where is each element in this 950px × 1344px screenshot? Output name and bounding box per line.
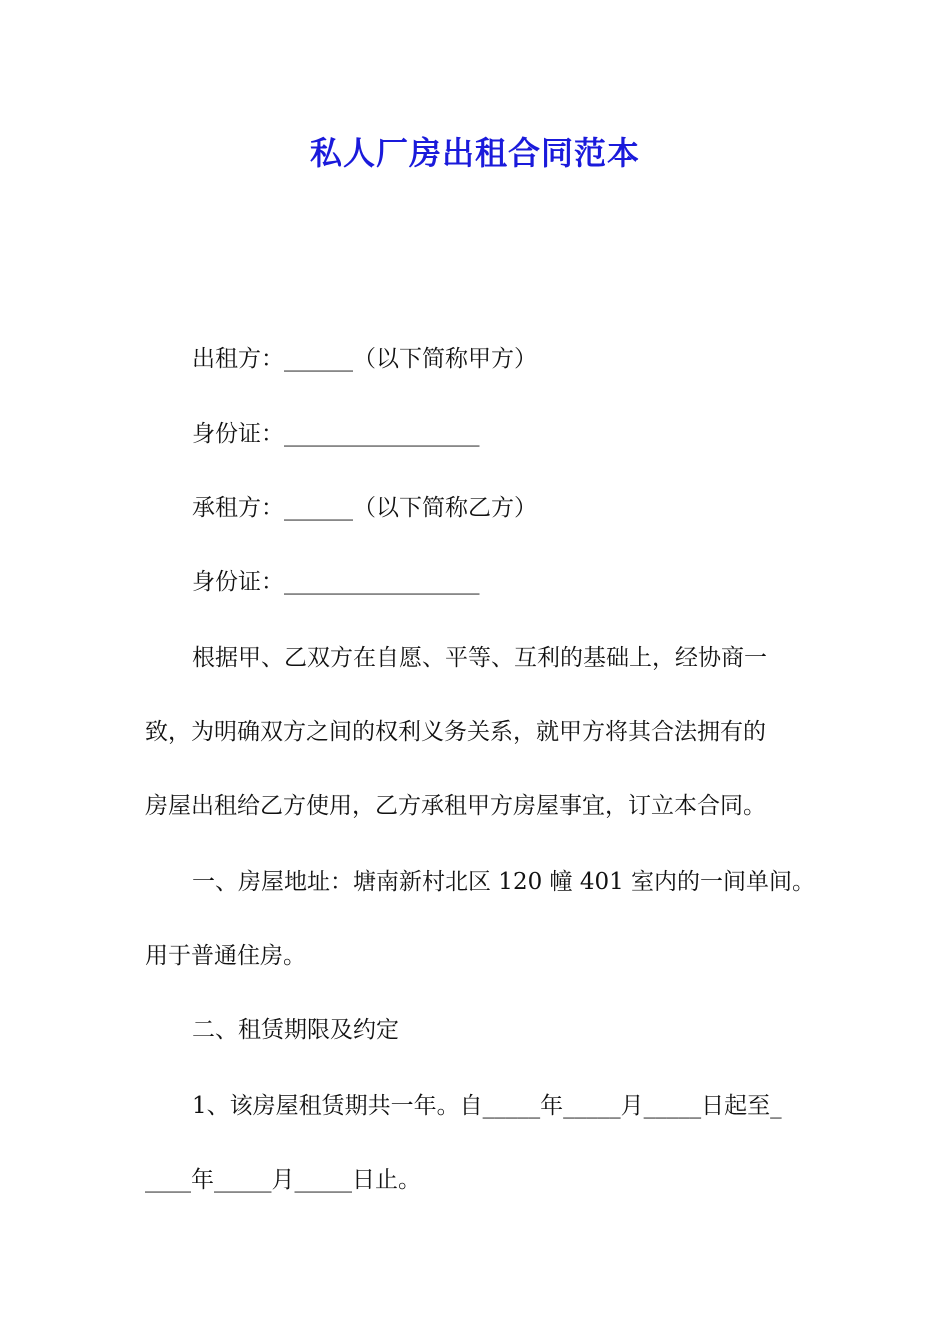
lessor-line: 出租方：______（以下简称甲方） (192, 346, 537, 372)
preamble-line-3: 房屋出租给乙方使用，乙方承租甲方房屋事宜，订立本合同。 (145, 793, 766, 819)
lessee-line: 承租方：______（以下简称乙方） (192, 495, 537, 521)
lessor-id-line: 身份证：_________________ (192, 421, 480, 447)
preamble-line-1: 根据甲、乙双方在自愿、平等、互利的基础上，经协商一 (192, 645, 767, 671)
clause-1-line-1: 一、房屋地址：塘南新村北区 120 幢 401 室内的一间单间。 (192, 869, 816, 895)
lessee-id-line: 身份证：_________________ (192, 569, 480, 595)
clause-2-item-1-line-1: 1、该房屋租赁期共一年。自_____年_____月_____日起至_ (192, 1093, 782, 1119)
clause-1-line-2: 用于普通住房。 (145, 943, 306, 969)
preamble-line-2: 致，为明确双方之间的权利义务关系，就甲方将其合法拥有的 (145, 719, 766, 745)
clause-2-heading: 二、租赁期限及约定 (192, 1017, 399, 1043)
document-title: 私人厂房出租合同范本 (309, 134, 640, 172)
clause-2-item-1-line-2: ____年_____月_____日止。 (145, 1167, 421, 1193)
